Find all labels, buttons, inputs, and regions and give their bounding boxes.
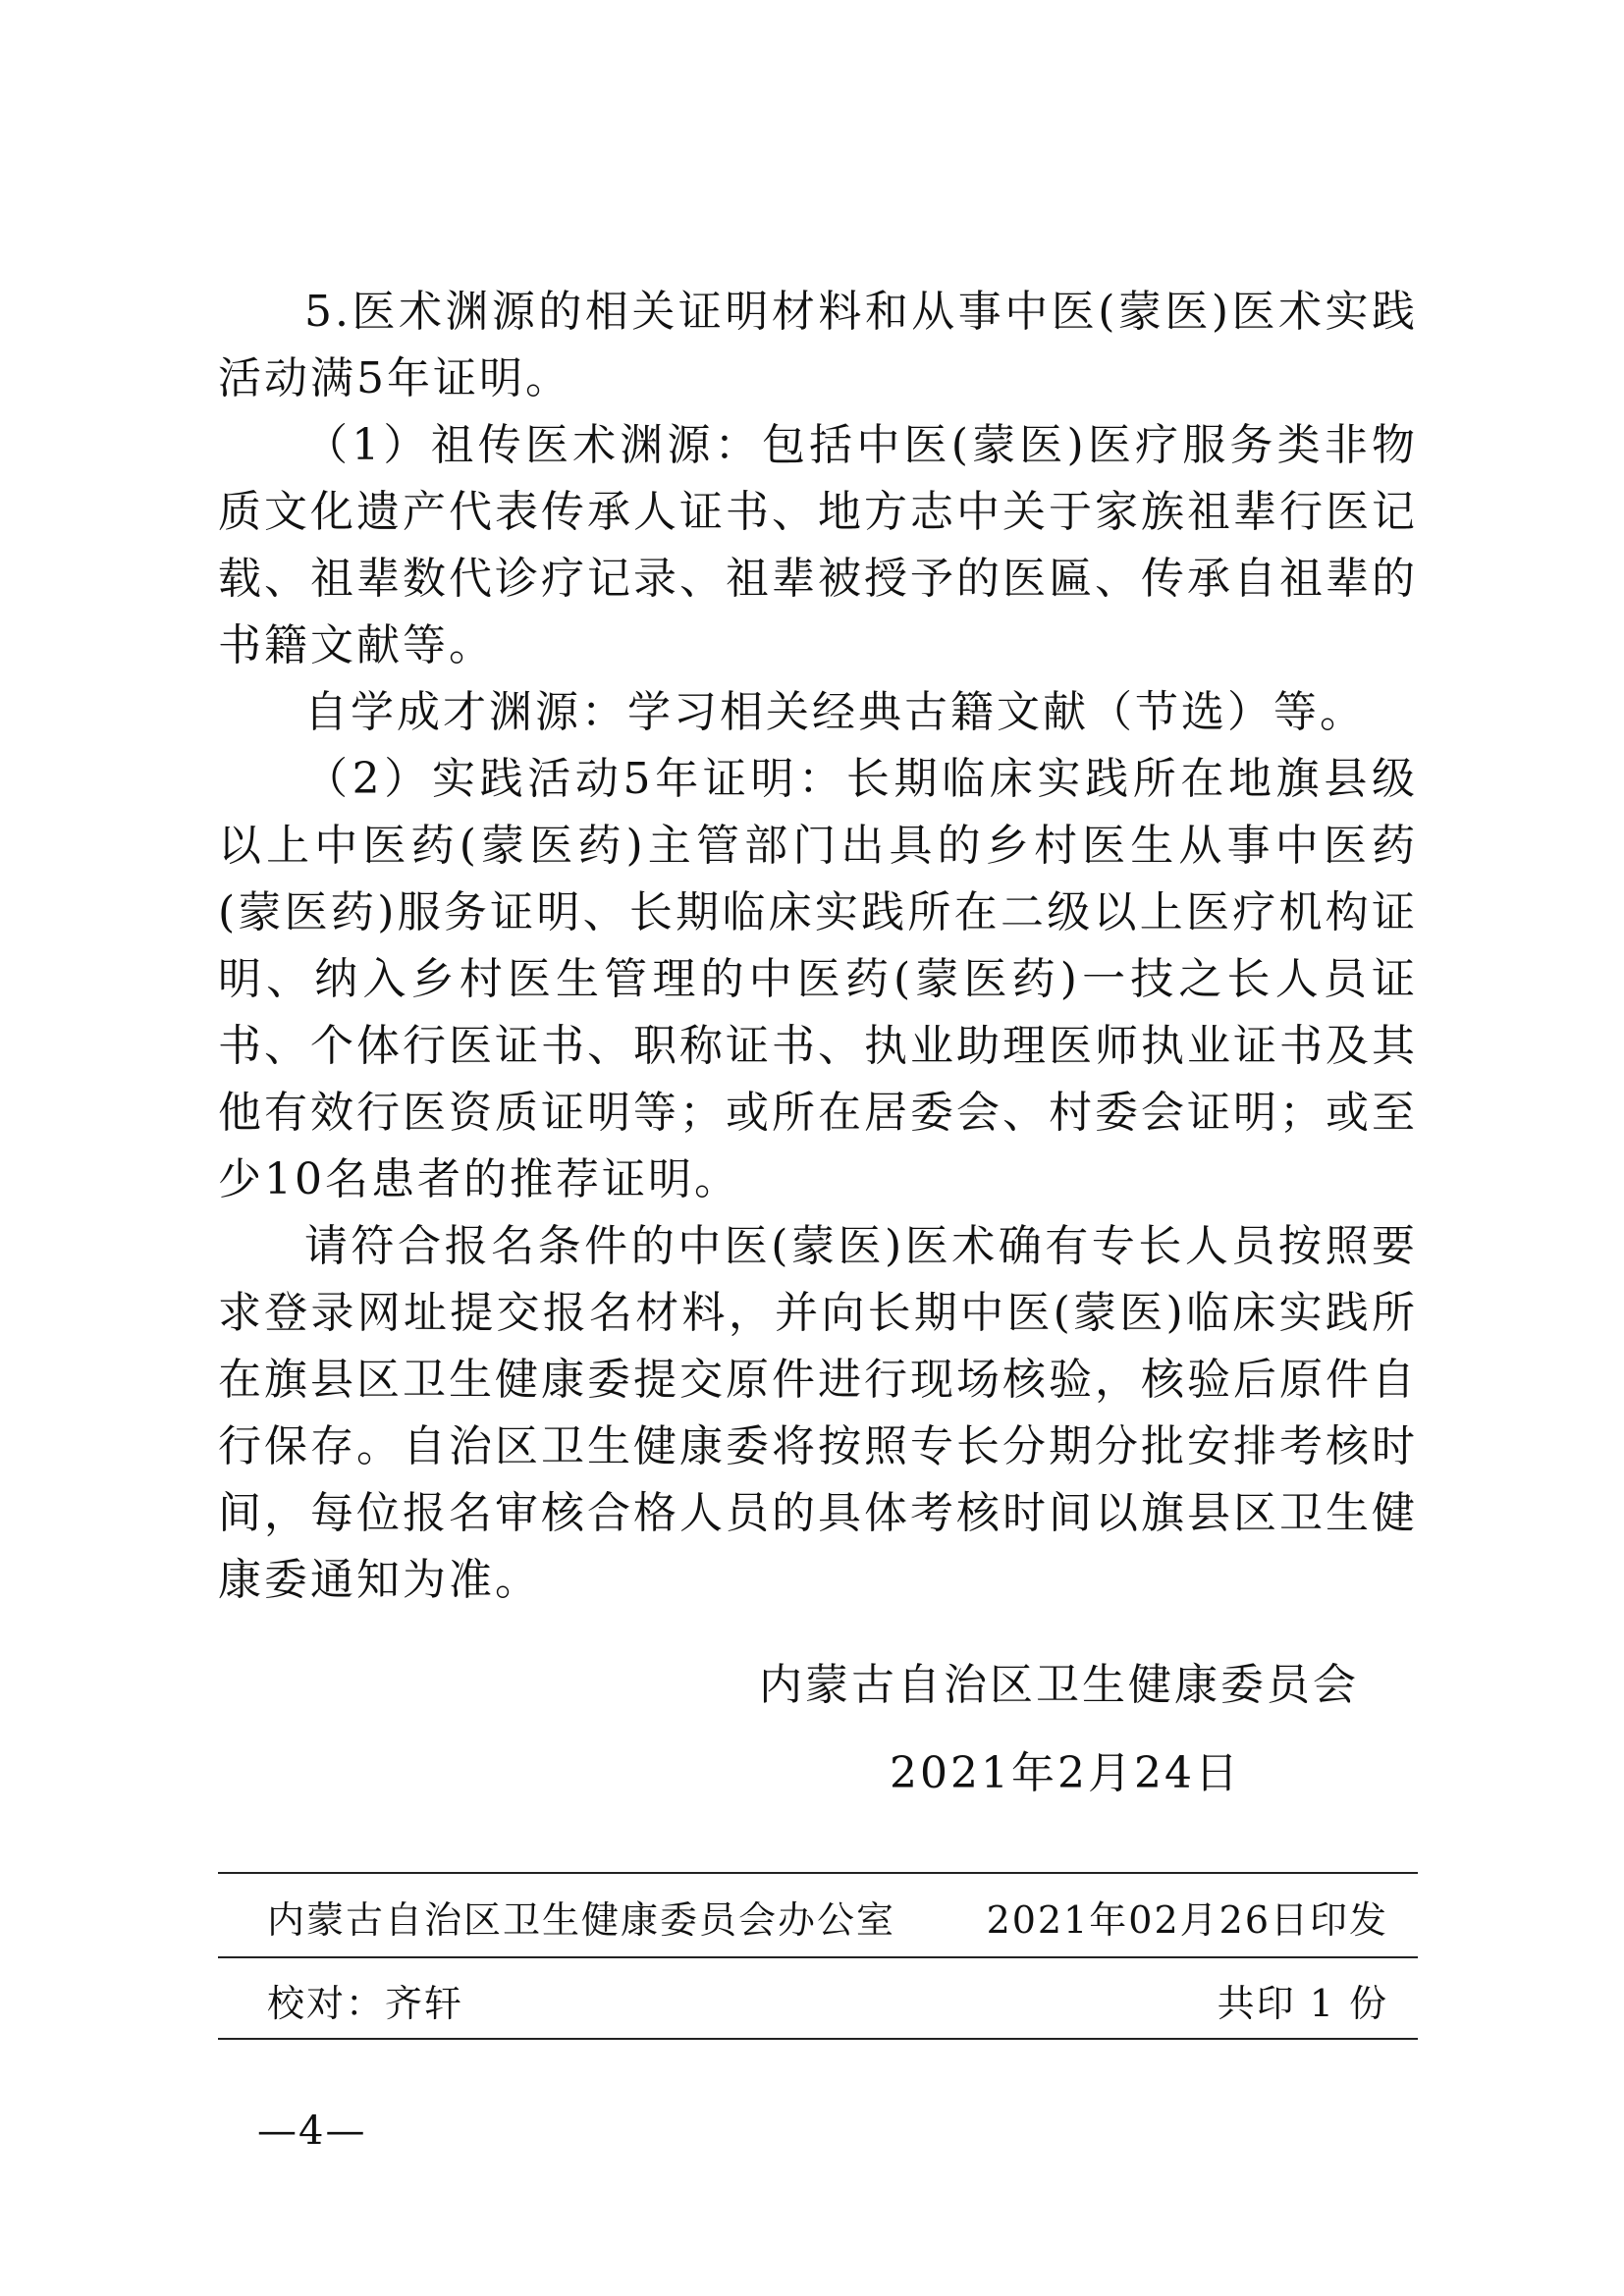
signature-organization: 内蒙古自治区卫生健康委员会	[759, 1660, 1359, 1710]
footer-top-rule	[218, 1872, 1418, 1874]
paragraph-practice-proof: （2）实践活动5年证明：长期临床实践所在地旗县级以上中医药(蒙医药)主管部门出具的乡村医生从事中医药(蒙医药)服务证明、长期临床实践所在二级以上医疗机构证明、纳入乡村医生管理的中医药(蒙医药)一技之长人员证书、个体行医证书、职称证书、执业助理医师执业证书及其他有效行医资质证明等；或所在居委会、村委会证明；或至少10名患者的推荐证明。	[218, 754, 1418, 1204]
footer-bottom-rule	[218, 2038, 1418, 2040]
paragraph-registration-instructions: 请符合报名条件的中医(蒙医)医术确有专长人员按照要求登录网址提交报名材料，并向长期中医(蒙医)临床实践所在旗县区卫生健康委提交原件进行现场核验，核验后原件自行保存。自治区卫生健康委将按照专长分期分批安排考核时间，每位报名审核合格人员的具体考核时间以旗县区卫生健康委通知为准。	[218, 1221, 1418, 1605]
footer-proof-row	[267, 1973, 1388, 2027]
paragraph-self-taught-origin: 自学成才渊源：学习相关经典古籍文献（节选）等。	[304, 687, 1366, 737]
footer-copies: 共印 1 份	[1217, 1982, 1388, 2025]
page-number: —4—	[257, 2109, 367, 2154]
signature-date: 2021年2月24日	[890, 1748, 1241, 1798]
footer-issue-date: 2021年02月26日印发	[986, 1898, 1388, 1942]
footer-middle-rule	[218, 1956, 1418, 1958]
footer-issuer: 内蒙古自治区卫生健康委员会办公室	[267, 1898, 896, 1942]
paragraph-ancestral-origin: （1）祖传医术渊源：包括中医(蒙医)医疗服务类非物质文化遗产代表传承人证书、地方志中关于家族祖辈行医记载、祖辈数代诊疗记录、祖辈被授予的医匾、传承自祖辈的书籍文献等。	[218, 420, 1418, 670]
paragraph-materials: 5.医术渊源的相关证明材料和从事中医(蒙医)医术实践活动满5年证明。	[218, 287, 1418, 403]
footer-issue-row	[267, 1890, 1388, 1944]
footer-proofreader: 校对：齐轩	[267, 1982, 464, 2025]
document-body	[218, 279, 1418, 1614]
